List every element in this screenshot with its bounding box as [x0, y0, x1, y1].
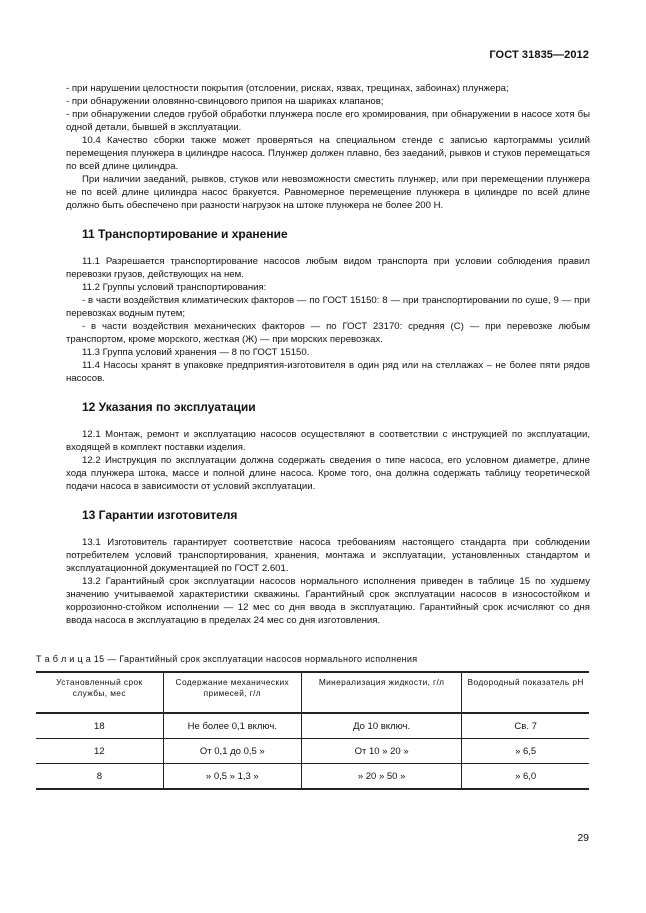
table-cell: Св. 7: [462, 713, 589, 739]
paragraph: 12.1 Монтаж, ремонт и эксплуатацию насосов осуществляют в соответствии с инструкцией по эксплуатации, входящей в комплект поставки изделия.: [66, 429, 590, 453]
document-header: ГОСТ 31835—2012: [489, 49, 589, 61]
warranty-table: [36, 671, 589, 790]
table-cell: » 6,5: [462, 739, 589, 764]
section-heading: 12 Указания по эксплуатации: [82, 400, 256, 414]
col-header-impurities: Содержание механических примесей, г/л: [163, 672, 301, 713]
table-cell: Не более 0,1 включ.: [163, 713, 301, 739]
table-cell: 18: [36, 713, 163, 739]
paragraph: - при обнаружении оловянно-свинцового припоя на шариках клапанов;: [66, 96, 384, 107]
table-cell: От 0,1 до 0,5 »: [163, 739, 301, 764]
table-cell: » 0,5 » 1,3 »: [163, 764, 301, 790]
paragraph: - при нарушении целостности покрытия (отслоении, рисках, язвах, трещинах, забоинах) плунжера;: [66, 83, 509, 94]
col-header-service-life: Установленный срок службы, мес: [56, 677, 143, 698]
paragraph: При наличии заеданий, рывков, стуков или невозможности сместить плунжер, или при перемещении плунжера не по всей длине цилиндра насос бракуется. Равномерное перемещение плунжера в цилиндре по всей длине должно быть обеспечено при разности нагрузок на штоке плунжера не более 200 Н.: [66, 174, 590, 211]
page-body: [66, 82, 590, 627]
table-cell: » 20 » 50 »: [301, 764, 461, 790]
section-heading: 13 Гарантии изготовителя: [82, 508, 238, 522]
table-row: [36, 764, 589, 790]
paragraph: 11.4 Насосы хранят в упаковке предприятия-изготовителя в один ряд или на стеллажах – не более пяти рядов насосов.: [66, 360, 590, 384]
paragraph: 10.4 Качество сборки также может проверяться на специальном стенде с записью картограммы усилий перемещения плунжера в цилиндре насоса. Плунжер должен плавно, без заеданий, рывков и стуков перемещаться по всей длине цилиндра.: [66, 135, 590, 172]
table-cell: От 10 » 20 »: [301, 739, 461, 764]
paragraph: 12.2 Инструкция по эксплуатации должна содержать сведения о типе насоса, его условном диаметре, длине хода плунжера штока, массе и полной длине насоса. Кроме того, она должна содержать таблицу теоретической подачи насоса в зависимости от условий эксплуатации.: [66, 455, 590, 492]
col-header-ph: Водородный показатель pH: [462, 672, 589, 713]
paragraph: - при обнаружении следов грубой обработки плунжера после его хромирования, при обнаружении в насосе хотя бы одной детали, бывшей в эксплуатации.: [66, 109, 590, 133]
page-number: 29: [577, 832, 589, 844]
table-cell: » 6,0: [462, 764, 589, 790]
paragraph: - в части воздействия механических факторов — по ГОСТ 23170: средняя (С) — при перевозке любым транспортом, кроме морского, жесткая (Ж) — при морских перевозках.: [66, 321, 590, 345]
table-cell: До 10 включ.: [301, 713, 461, 739]
paragraph: 13.2 Гарантийный срок эксплуатации насосов нормального исполнения приведен в таблице 15 по худшему значению учитываемой характеристики скважины. Гарантийный срок эксплуатации насосов в износостойком и коррозионно-стойком исполнении — 12 мес со дня ввода в эксплуатацию. Гарантийный срок исчисляют со дня ввода насоса в эксплуатацию в пределах 24 мес со дня изготовления.: [66, 576, 590, 626]
table-row: [36, 739, 589, 764]
col-header-mineralization: Минерализация жидкости, г/л: [301, 672, 461, 713]
paragraph: 11.3 Группа условий хранения — 8 по ГОСТ 15150.: [82, 347, 310, 358]
table-cell: 12: [36, 739, 163, 764]
paragraph: - в части воздействия климатических факторов — по ГОСТ 15150: 8 — при транспортировании по суше, 9 — при перевозках водным путем;: [66, 295, 590, 319]
table-cell: 8: [36, 764, 163, 790]
section-heading: 11 Транспортирование и хранение: [82, 227, 288, 241]
paragraph: 11.1 Разрешается транспортирование насосов любым видом транспорта при условии соблюдения правил перевозки грузов, действующих на нем.: [66, 256, 590, 280]
table-row: [36, 713, 589, 739]
table-header-row: [36, 672, 589, 713]
table-caption: Т а б л и ц а 15 — Гарантийный срок эксплуатации насосов нормального исполнения: [36, 654, 418, 664]
paragraph: 11.2 Группы условий транспортирования:: [82, 282, 267, 293]
paragraph: 13.1 Изготовитель гарантирует соответствие насоса требованиям настоящего стандарта при соблюдении потребителем условий транспортирования, хранения, монтажа и эксплуатации, установленных стандартом и эксплуатационной документацией по ГОСТ 2.601.: [66, 537, 590, 574]
